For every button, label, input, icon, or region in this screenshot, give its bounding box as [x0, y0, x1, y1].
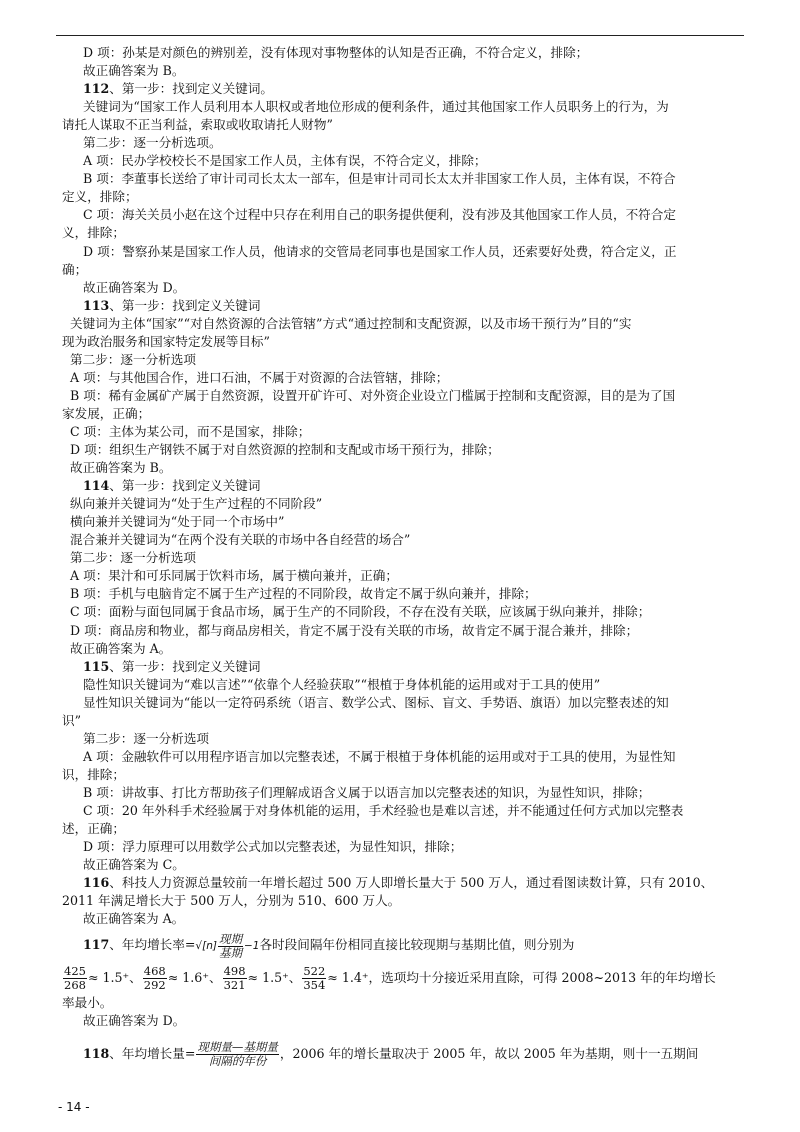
line-text: A 项：与其他国合作，进口石油，不属于对资源的合法管辖，排除；: [70, 369, 449, 385]
q117-tail: 各时段间隔年份相同直接比较现期与基期比值，则分别为: [259, 937, 575, 953]
line-text: 隐性知识关键词为“难以言述”“依靠个人经验获取”“根植于身体机能的运用或对于工具的使用”: [83, 676, 601, 692]
text-line: [62, 766, 746, 784]
text-line: [62, 333, 746, 351]
line-text: 识，排除；: [62, 766, 125, 782]
text-line: [62, 676, 746, 694]
text-line: [62, 116, 746, 134]
text-line: [62, 297, 746, 315]
text-line: [62, 838, 746, 856]
line-text: 、第一步：找到定义关键词: [109, 297, 261, 313]
formula-denominator: 间隔的年份: [208, 1054, 267, 1069]
root-symbol: √[n]: [195, 940, 217, 953]
line-text: D 项：警察孙某是国家工作人员，他请求的交管局老同事也是国家工作人员，还索要好处费，符合定义，正: [83, 243, 677, 259]
q117-ratios: [62, 962, 746, 994]
ratio-denominator: 292: [143, 978, 166, 993]
text-line: [62, 134, 746, 152]
line-text: C 项：20 年外科手术经验属于对身体机能的运用，手术经验也是难以言述，并不能通过任何方式加以完整表: [83, 802, 684, 818]
text-line: [62, 80, 746, 98]
question-number: 114: [83, 478, 110, 494]
text-line: [62, 910, 746, 928]
line-text: 述，正确；: [62, 821, 125, 837]
text-line: [62, 730, 746, 748]
text-line: [62, 224, 746, 242]
text-line: [62, 351, 746, 369]
header-rule: [56, 35, 744, 36]
line-text: 混合兼并关键词为“在两个没有关联的市场中各自经营的场合”: [70, 532, 411, 548]
text-line: [62, 892, 746, 910]
text-line: [62, 658, 746, 676]
text-line: [62, 531, 746, 549]
ratio-fraction: [223, 965, 247, 992]
q118-tail: ，2006 年的增长量取决于 2005 年，故以 2005 年为基期，则十一五期间: [279, 1046, 699, 1062]
line-text: 故正确答案为 C。: [83, 857, 185, 873]
line-text: 、第一步：找到定义关键词: [109, 658, 261, 674]
text-line: [62, 423, 746, 441]
line-text: 关键词为主体“国家”“对自然资源的合法管辖”方式“通过控制和支配资源，以及市场干预行为”目的“实: [70, 315, 632, 331]
text-line: [62, 748, 746, 766]
ratio-fraction: [63, 965, 87, 992]
ratio-list: [62, 964, 369, 993]
text-line: [62, 261, 746, 279]
line-text: 关键词为“国家工作人员利用本人职权或者地位形成的便利条件，通过其他国家工作人员职务上的行为，为: [83, 99, 669, 115]
text-line: [62, 802, 746, 820]
formula-numerator: 现期: [218, 931, 242, 946]
formula-denominator: 基期: [218, 945, 242, 960]
avg-increase-formula: [196, 1041, 279, 1068]
text-line: [62, 279, 746, 297]
q117-lead: 、年均增长率=: [109, 937, 196, 953]
line-text: 第二步：逐一分析选项: [70, 550, 196, 566]
text-line: [62, 152, 746, 170]
ratio-denominator: 354: [303, 978, 326, 993]
text-line: [62, 243, 746, 261]
ratio-numerator: 498: [223, 964, 246, 979]
text-line: [62, 549, 746, 567]
ratio-numerator: 522: [303, 964, 326, 979]
ratio-value: ≈ 1.5⁺、: [87, 970, 142, 986]
line-text: 故正确答案为 B。: [83, 63, 185, 79]
line-text: C 项：面粉与面包同属于食品市场，属于生产的不同阶段，不存在没有关联，应该属于纵向兼并，排除；: [70, 604, 651, 620]
line-text: A 项：民办学校校长不是国家工作人员，主体有误，不符合定义，排除；: [83, 153, 487, 169]
line-text: 2011 年满足增长大于 500 万人，分别为 510、600 万人。: [62, 893, 401, 909]
text-line: [62, 820, 746, 838]
question-number: 118: [83, 1046, 110, 1062]
line-text: 故正确答案为 D。: [83, 279, 186, 295]
line-text: 请托人谋取不正当利益，索取或收取请托人财物”: [62, 117, 333, 133]
line-text: 第二步：逐一分析选项: [83, 730, 209, 746]
text-line: [62, 62, 746, 80]
question-number: 112: [83, 81, 110, 97]
q117-block: [62, 928, 746, 1030]
question-number: 115: [83, 658, 110, 674]
text-line: [62, 459, 746, 477]
line-text: 现为政治服务和国家特定发展等目标”: [62, 333, 270, 349]
formula-minus-one: −1: [243, 940, 260, 953]
text-line: [62, 712, 746, 730]
line-text: D 项：商品房和物业，都与商品房相关，肯定不属于没有关联的市场，故肯定不属于混合兼并，排除；: [70, 622, 639, 638]
line-text: 定义，排除；: [62, 189, 138, 205]
line-text: C 项：主体为某公司，而不是国家，排除；: [70, 423, 311, 439]
line-text: 识”: [62, 712, 82, 728]
text-line: [62, 784, 746, 802]
line-text: 横向兼并关键词为“处于同一个市场中”: [70, 514, 285, 530]
line-text: C 项：海关关员小赵在这个过程中只存在利用自己的职务提供便利，没有涉及其他国家工作人员，不符合定: [83, 207, 676, 223]
q117-cont: 率最小。: [62, 995, 113, 1011]
text-lines: [62, 44, 746, 928]
formula-fraction: [218, 933, 243, 960]
line-text: 故正确答案为 B。: [70, 460, 172, 476]
line-text: 、第一步：找到定义关键词。: [109, 81, 274, 97]
line-text: 纵向兼并关键词为“处于生产过程的不同阶段”: [70, 496, 323, 512]
line-text: A 项：果汁和可乐同属于饮料市场，属于横向兼并，正确；: [70, 568, 398, 584]
line-text: B 项：李董事长送给了审计司司长太太一部车，但是审计司司长太太并非国家工作人员，主体有误，不符合: [83, 171, 676, 187]
line-text: D 项：组织生产钢铁不属于对自然资源的控制和支配或市场干预行为，排除；: [70, 442, 500, 458]
line-text: 故正确答案为 A。: [70, 640, 172, 656]
line-text: B 项：手机与电脑肯定不属于生产过程的不同阶段，故肯定不属于纵向兼并，排除；: [70, 586, 537, 602]
ratio-denominator: 321: [223, 978, 246, 993]
line-text: 确；: [62, 261, 88, 277]
text-line: [62, 188, 746, 206]
text-line: [62, 694, 746, 712]
ratio-numerator: 468: [143, 964, 166, 979]
line-text: D 项：孙某是对颜色的辨别差，没有体现对事物整体的认知是否正确，不符合定义，排除；: [83, 45, 589, 60]
line-text: 显性知识关键词为“能以一定符码系统（语言、数学公式、图标、盲文、手势语、旗语）加以完整表述的知: [83, 694, 669, 710]
growth-rate-formula: [195, 931, 260, 960]
text-line: [62, 603, 746, 621]
text-line: [62, 495, 746, 513]
text-line: [62, 640, 746, 658]
line-text: D 项：浮力原理可以用数学公式加以完整表述，为显性知识，排除；: [83, 839, 463, 855]
text-line: [62, 44, 746, 62]
q117-line: [62, 928, 746, 962]
line-text: 义，排除；: [62, 225, 125, 241]
text-line: [62, 513, 746, 531]
text-line: [62, 567, 746, 585]
line-text: 第二步：逐一分析选项。: [83, 135, 222, 151]
text-line: [62, 585, 746, 603]
ratio-fraction: [143, 965, 167, 992]
q117-after: ，选项均十分接近采用直除，可得 2008~2013 年的年均增长: [368, 970, 716, 986]
question-number: 116: [83, 875, 110, 891]
text-line: [62, 622, 746, 640]
text-line: [62, 369, 746, 387]
line-text: 家发展，正确；: [62, 405, 151, 421]
question-number: 113: [83, 297, 110, 313]
page-number: - 14 -: [58, 1100, 90, 1114]
text-line: [62, 170, 746, 188]
ratio-value: ≈ 1.6⁺、: [167, 970, 222, 986]
formula-numerator: 现期量—基期量: [197, 1040, 278, 1055]
line-text: B 项：稀有金属矿产属于自然资源，设置开矿许可、对外资企业设立门槛属于控制和支配资源，目的是为了国: [70, 387, 676, 403]
text-line: [62, 387, 746, 405]
line-text: 、科技人力资源总量较前一年增长超过 500 万人即增长量大于 500 万人，通过看图读数计算，只有 2010、: [109, 875, 714, 891]
text-line: [62, 206, 746, 224]
text-line: [62, 315, 746, 333]
text-line: [62, 477, 746, 495]
q118-lead: 、年均增长量=: [109, 1046, 196, 1062]
ratio-value: ≈ 1.5⁺、: [247, 970, 302, 986]
ratio-fraction: [302, 965, 326, 992]
text-line: [62, 856, 746, 874]
question-number: 117: [83, 937, 110, 953]
line-text: 、第一步：找到定义关键词: [109, 478, 261, 494]
text-line: [62, 98, 746, 116]
text-line: [62, 405, 746, 423]
line-text: 第二步：逐一分析选项: [70, 351, 196, 367]
text-line: [62, 441, 746, 459]
ratio-denominator: 268: [64, 978, 86, 993]
q117-answer: 故正确答案为 D。: [83, 1013, 186, 1029]
q118-line: [62, 1034, 746, 1074]
text-line: [62, 874, 746, 892]
ratio-value: ≈ 1.4⁺: [327, 970, 369, 986]
ratio-numerator: 425: [64, 964, 86, 979]
line-text: A 项：金融软件可以用程序语言加以完整表述，不属于根植于身体机能的运用或对于工具的使用，为显性知: [83, 748, 676, 764]
document-body: [62, 44, 746, 1074]
line-text: 故正确答案为 A。: [83, 911, 185, 927]
line-text: B 项：讲故事、打比方帮助孩子们理解成语含义属于以语言加以完整表述的知识，为显性知识，排除；: [83, 784, 651, 800]
